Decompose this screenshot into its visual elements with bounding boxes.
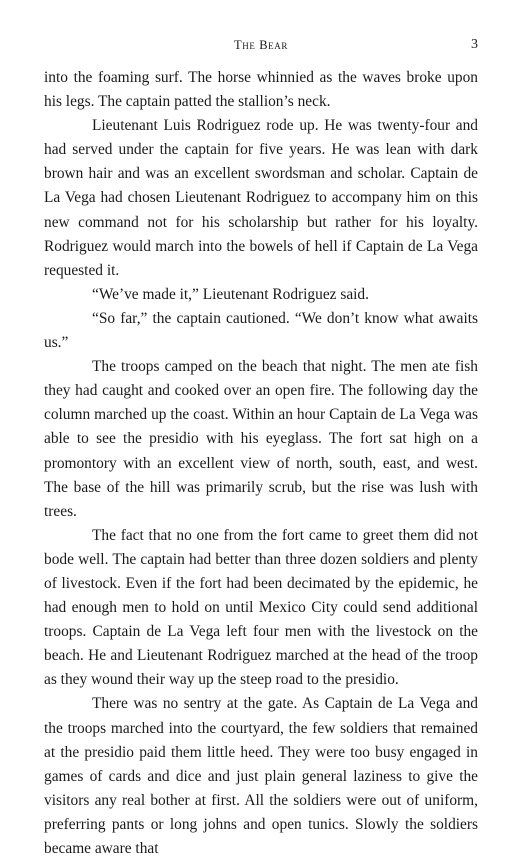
running-title: The Bear bbox=[234, 38, 288, 52]
body-text bbox=[44, 66, 478, 861]
page-number: 3 bbox=[471, 37, 478, 52]
paragraph: There was no sentry at the gate. As Captain de La Vega and the troops marched into the courtyard, the few soldiers that remained at the presidio paid them little heed. They were too busy engaged in games of cards and dice and just plain general laziness to give the visitors any real bother at first. All the soldiers were out of uniform, preferring pants or long johns and open tunics. Slowly the soldiers became aware that bbox=[44, 695, 478, 857]
paragraph-dialogue: “We’ve made it,” Lieutenant Rodriguez said. bbox=[92, 285, 369, 303]
paragraph: The fact that no one from the fort came to greet them did not bode well. The captain had better than three dozen soldiers and plenty of livestock. Even if the fort had been decimated by the epidemic, he had enough men to hold on until Mexico City could send additional troops. Captain de La Vega left four men with the livestock on the beach. He and Lieutenant Rodriguez marched at the head of the troop as they wound their way up the steep road to the presidio. bbox=[44, 526, 478, 689]
paragraph: The troops camped on the beach that night. The men ate fish they had caught and cooked over an open fire. The following day the column marched up the coast. Within an hour Captain de La Vega was able to see the presidio with his eyeglass. The fort sat high on a promontory with an excellent view of north, south, east, and west. The base of the hill was primarily scrub, but the rise was lush with trees. bbox=[44, 358, 478, 520]
paragraph-dialogue: “So far,” the captain cautioned. “We don’t know what awaits us.” bbox=[44, 309, 478, 352]
paragraph-continuation: into the foaming surf. The horse whinnied as the waves broke upon his legs. The captain patted the stallion’s neck. bbox=[44, 69, 478, 111]
page-header bbox=[44, 38, 478, 56]
paragraph: Lieutenant Luis Rodriguez rode up. He was twenty-four and had served under the captain for five years. He was lean with dark brown hair and was an excellent swordsman and scholar. Captain de La Vega had chosen Lieutenant Rodriguez to accompany him on this new command not for his scholarship but rather for his loyalty. Rodriguez would march into the bowels of hell if Captain de La Vega requested it. bbox=[44, 117, 478, 279]
